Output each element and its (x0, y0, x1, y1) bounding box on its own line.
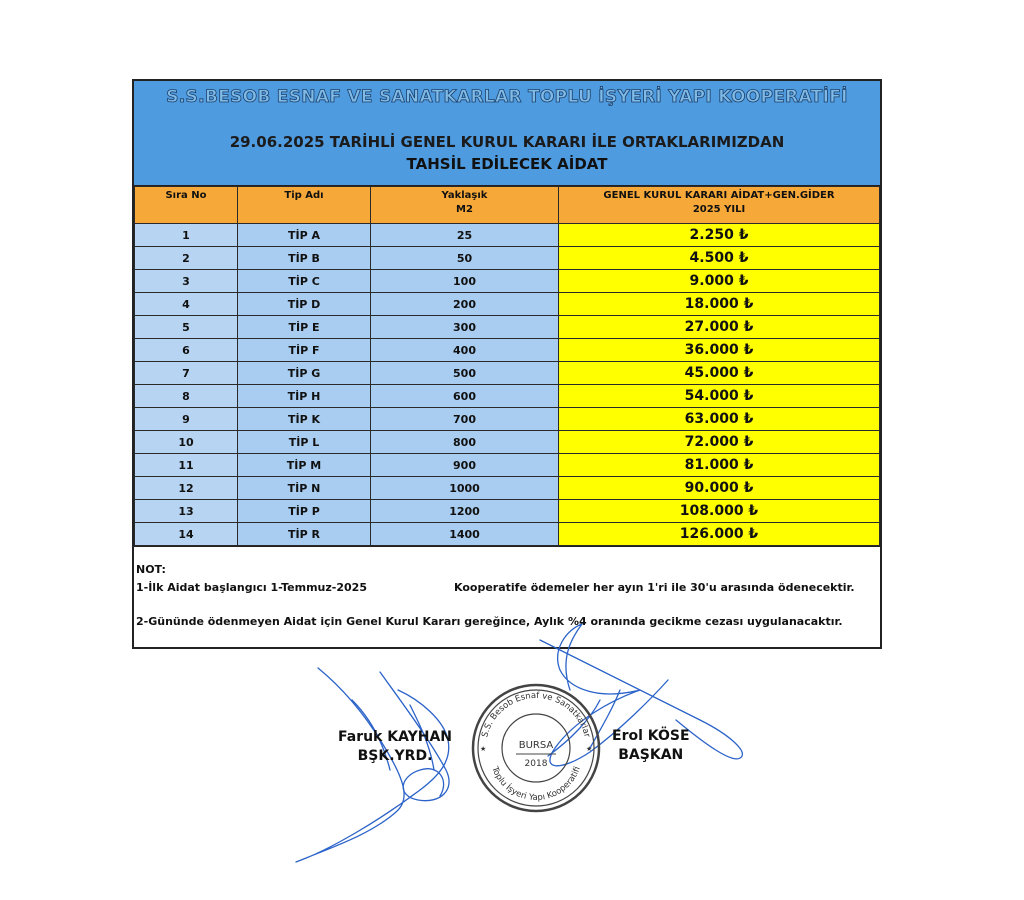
row-area-cell: 200 (371, 293, 559, 316)
row-fee-cell: 2.250 ₺ (559, 224, 880, 247)
table-row (135, 339, 880, 362)
notes-heading: NOT: (136, 563, 166, 576)
table-row (135, 500, 880, 523)
stamp-star-left: ★ (480, 745, 487, 753)
row-number-cell: 9 (135, 408, 238, 431)
row-number-cell: 1 (135, 224, 238, 247)
row-area-cell: 25 (371, 224, 559, 247)
column-header-area (371, 187, 559, 224)
row-area-cell: 800 (371, 431, 559, 454)
row-fee-cell: 36.000 ₺ (559, 339, 880, 362)
row-area-cell: 1400 (371, 523, 559, 546)
document-subtitle: TAHSİL EDİLECEK AİDAT (406, 155, 608, 173)
stamp-city: BURSA (518, 740, 554, 751)
note-first-fee-date: 1-İlk Aidat başlangıcı 1-Temmuz-2025 (136, 581, 367, 594)
row-type-cell: TİP F (238, 339, 371, 362)
row-fee-cell: 81.000 ₺ (559, 454, 880, 477)
row-fee-cell: 18.000 ₺ (559, 293, 880, 316)
row-area-cell: 1200 (371, 500, 559, 523)
table-row (135, 454, 880, 477)
fee-document (132, 79, 882, 649)
row-area-cell: 600 (371, 385, 559, 408)
table-row (135, 523, 880, 546)
row-area-cell: 50 (371, 247, 559, 270)
row-type-cell: TİP B (238, 247, 371, 270)
row-area-cell: 1000 (371, 477, 559, 500)
right-signatory-name: Erol KÖSE (612, 728, 690, 744)
table-row (135, 316, 880, 339)
row-number-cell: 14 (135, 523, 238, 546)
svg-text:Toplu İşyeri Yapı Kooperatifi (489, 764, 583, 803)
row-number-cell: 4 (135, 293, 238, 316)
row-type-cell: TİP G (238, 362, 371, 385)
left-signatory-title: BŞK.YRD. (357, 748, 433, 764)
table-row (135, 293, 880, 316)
row-number-cell: 6 (135, 339, 238, 362)
decision-line: 29.06.2025 TARİHLİ GENEL KURUL KARARI İLE ORTAKLARIMIZDAN (229, 133, 785, 151)
row-number-cell: 7 (135, 362, 238, 385)
table-row (135, 385, 880, 408)
row-area-cell: 100 (371, 270, 559, 293)
table-row (135, 224, 880, 247)
row-fee-cell: 108.000 ₺ (559, 500, 880, 523)
table-row (135, 270, 880, 293)
row-area-cell: 500 (371, 362, 559, 385)
organization-title: S.S.BESOB ESNAF VE SANATKARLAR TOPLU İŞYERİ YAPI KOOPERATİFİ (166, 87, 848, 107)
row-type-cell: TİP K (238, 408, 371, 431)
row-area-cell: 300 (371, 316, 559, 339)
row-fee-cell: 63.000 ₺ (559, 408, 880, 431)
table-row (135, 247, 880, 270)
row-fee-cell: 45.000 ₺ (559, 362, 880, 385)
row-area-cell: 900 (371, 454, 559, 477)
stamp-year: 2018 (524, 759, 548, 769)
stamp-star-right: ★ (586, 745, 593, 753)
row-type-cell: TİP H (238, 385, 371, 408)
notes-section (134, 546, 880, 647)
row-type-cell: TİP R (238, 523, 371, 546)
row-area-cell: 700 (371, 408, 559, 431)
column-header-area-line2: M2 (456, 204, 473, 215)
row-number-cell: 11 (135, 454, 238, 477)
column-header-fee-line1: GENEL KURUL KARARI AİDAT+GEN.GİDER (603, 190, 835, 201)
row-type-cell: TİP M (238, 454, 371, 477)
column-header-fee (559, 187, 880, 224)
row-area-cell: 400 (371, 339, 559, 362)
row-fee-cell: 9.000 ₺ (559, 270, 880, 293)
note-late-penalty: 2-Gününde ödenmeyen Aidat için Genel Kurul Kararı gereğince, Aylık %4 oranında gecikme cezası uygulanacaktır. (136, 615, 843, 628)
table-row (135, 362, 880, 385)
column-header-area-line1: Yaklaşık (441, 190, 488, 201)
row-type-cell: TİP D (238, 293, 371, 316)
row-fee-cell: 126.000 ₺ (559, 523, 880, 546)
column-header-type: Tip Adı (238, 187, 371, 224)
row-type-cell: TİP N (238, 477, 371, 500)
fee-table (134, 186, 880, 546)
row-number-cell: 2 (135, 247, 238, 270)
cooperative-stamp (470, 682, 602, 814)
row-number-cell: 13 (135, 500, 238, 523)
row-type-cell: TİP L (238, 431, 371, 454)
document-header (134, 81, 880, 186)
table-row (135, 477, 880, 500)
row-number-cell: 12 (135, 477, 238, 500)
left-signatory-name: Faruk KAYHAN (338, 729, 452, 745)
right-signatory (612, 727, 690, 765)
stamp-top-text: S.S. Besob Esnaf ve Sanatkarlar (480, 690, 592, 739)
row-fee-cell: 72.000 ₺ (559, 431, 880, 454)
row-type-cell: TİP P (238, 500, 371, 523)
stamp-bottom-text: Toplu İşyeri Yapı Kooperatifi (489, 765, 583, 804)
note-payment-period: Kooperatife ödemeler her ayın 1'ri ile 30'u arasında ödenecektir. (454, 581, 855, 594)
column-header-no: Sıra No (135, 187, 238, 224)
row-type-cell: TİP E (238, 316, 371, 339)
row-type-cell: TİP A (238, 224, 371, 247)
table-row (135, 431, 880, 454)
row-fee-cell: 54.000 ₺ (559, 385, 880, 408)
row-fee-cell: 4.500 ₺ (559, 247, 880, 270)
column-header-fee-line2: 2025 YILI (692, 204, 746, 215)
left-signatory (338, 728, 452, 766)
table-header-row (135, 187, 880, 224)
row-type-cell: TİP C (238, 270, 371, 293)
row-number-cell: 8 (135, 385, 238, 408)
row-fee-cell: 90.000 ₺ (559, 477, 880, 500)
row-number-cell: 3 (135, 270, 238, 293)
right-signatory-title: BAŞKAN (618, 747, 684, 763)
row-fee-cell: 27.000 ₺ (559, 316, 880, 339)
table-row (135, 408, 880, 431)
row-number-cell: 10 (135, 431, 238, 454)
row-number-cell: 5 (135, 316, 238, 339)
